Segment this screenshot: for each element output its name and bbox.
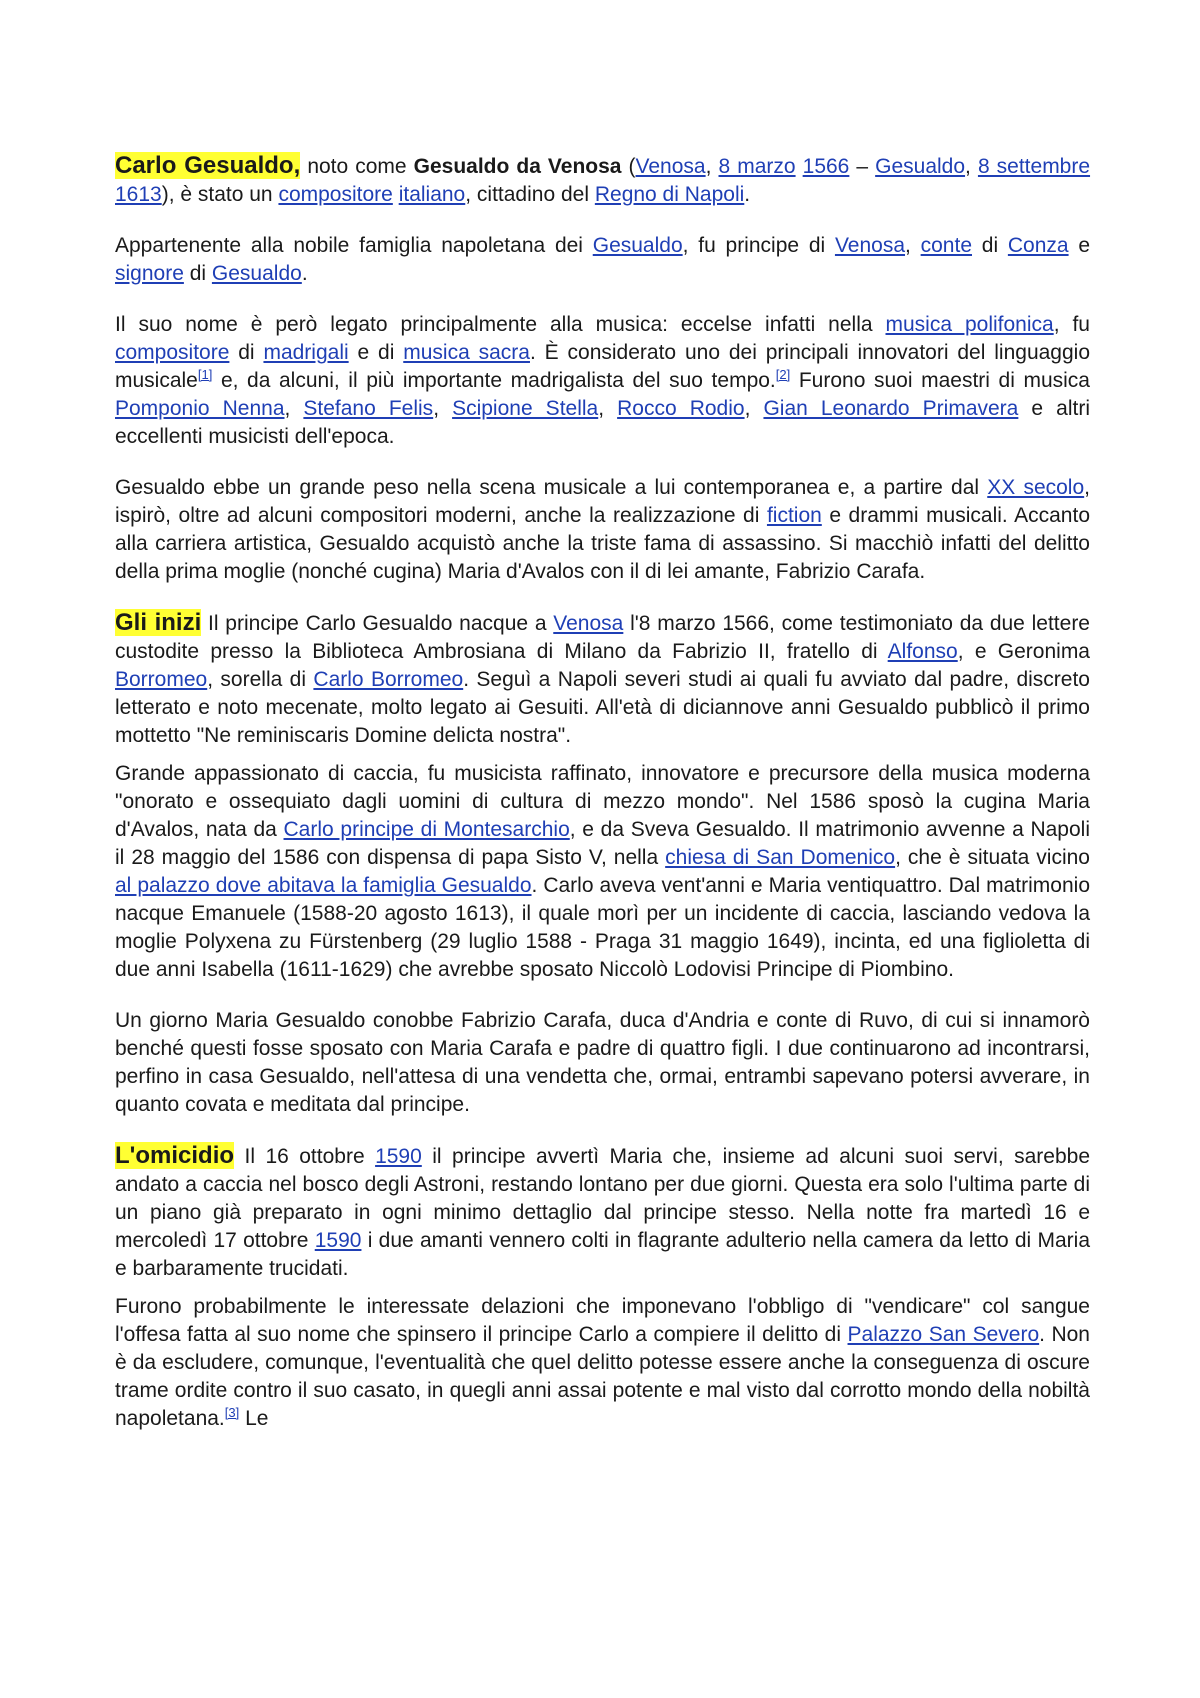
paragraph-motives bbox=[115, 1293, 1090, 1433]
text: , sorella di bbox=[207, 668, 314, 691]
text: – bbox=[849, 155, 876, 178]
text: , bbox=[598, 397, 618, 420]
text: , che è situata vicino bbox=[895, 846, 1090, 869]
paragraph-omicidio bbox=[115, 1142, 1090, 1283]
paragraph-family bbox=[115, 232, 1090, 288]
link-8-marzo[interactable]: 8 marzo bbox=[718, 155, 796, 178]
link-gesualdo-town[interactable]: Gesualdo bbox=[211, 262, 302, 285]
link-venosa[interactable]: Venosa bbox=[635, 155, 706, 178]
section-heading-gli-inizi: Gli inizi bbox=[115, 609, 202, 636]
text: Il principe Carlo Gesualdo nacque a bbox=[201, 612, 554, 635]
link-conza[interactable]: Conza bbox=[1007, 234, 1069, 257]
link-compositore[interactable]: compositore bbox=[278, 183, 393, 206]
link-1613[interactable]: 1613 bbox=[115, 183, 162, 206]
link-pomponio-nenna[interactable]: Pomponio Nenna bbox=[115, 397, 285, 420]
link-carlo-borromeo[interactable]: Carlo Borromeo bbox=[313, 668, 464, 691]
text: Il 16 ottobre bbox=[234, 1145, 376, 1168]
text: . bbox=[301, 262, 308, 285]
highlighted-title: Carlo Gesualdo, bbox=[115, 152, 301, 179]
text: il principe avvertì Maria che, insieme ad alcuni suoi servi, sarebbe andato a caccia nel bosco degli Astroni, restando lontano per due giorni. Questa era solo l'ultima parte di un piano già preparato in ogni minimo dettaglio dal principe stesso. Nella notte fra martedì 16 e mercoledì 17 ottobre bbox=[115, 1145, 1090, 1252]
text: e altri eccellenti musicisti dell'epoca. bbox=[115, 397, 1090, 448]
link-palazzo-san-severo[interactable]: Palazzo San Severo bbox=[847, 1323, 1040, 1346]
text: Un giorno Maria Gesualdo conobbe Fabrizio Carafa, duca d'Andria e conte di Ruvo, di cui si innamorò benché questi fosse sposato con Maria Carafa e padre di quattro figli. I due continuarono ad incontrarsi, perfino in casa Gesualdo, nell'attesa di una vendetta che, ormai, entrambi sapevano potersi avverare, in quanto covata e meditata dal principe. bbox=[115, 1009, 1090, 1116]
text: . Carlo aveva vent'anni e Maria ventiquattro. Dal matrimonio nacque Emanuele (1588-20 agosto 1613), il quale morì per un incidente di caccia, lasciando vedova la moglie Polyxena zu Fürstenberg (29 luglio 1588 - Praga 31 maggio 1649), incinta, ed una figlioletta di due anni Isabella (1611-1629) che avrebbe sposato Niccolò Lodovisi Principe di Piombino. bbox=[115, 874, 1090, 981]
link-rocco-rodio[interactable]: Rocco Rodio bbox=[617, 397, 745, 420]
text: , bbox=[905, 234, 921, 257]
link-signore[interactable]: signore bbox=[115, 262, 184, 285]
text: , cittadino del bbox=[465, 183, 595, 206]
text: , ispirò, oltre ad alcuni compositori moderni, anche la realizzazione di bbox=[115, 476, 1090, 527]
link-xx-secolo[interactable]: XX secolo bbox=[987, 476, 1085, 499]
paragraph-music bbox=[115, 311, 1090, 451]
link-chiesa-di-san-domenico[interactable]: chiesa di San Domenico bbox=[665, 846, 896, 869]
text: di bbox=[972, 234, 1008, 257]
text: , bbox=[705, 155, 719, 178]
link-1566[interactable]: 1566 bbox=[802, 155, 850, 178]
text: e bbox=[1068, 234, 1091, 257]
paragraph-influence bbox=[115, 474, 1090, 586]
link-venosa[interactable]: Venosa bbox=[834, 234, 906, 257]
link-palazzo-famiglia-gesualdo[interactable]: al palazzo dove abitava la famiglia Gesualdo bbox=[115, 874, 532, 897]
text: Furono suoi maestri di musica bbox=[790, 369, 1090, 392]
footnote-ref-1[interactable]: [1] bbox=[197, 367, 213, 382]
text: . Seguì a Napoli severi studi ai quali fu avviato dal padre, discreto letterato e noto mecenate, molto legato ai Gesuiti. All'età di diciannove anni Gesualdo pubblicò il primo mottetto "Ne reminiscaris Domine delicta nostra". bbox=[115, 668, 1090, 747]
link-1590[interactable]: 1590 bbox=[314, 1229, 362, 1252]
link-gesualdo-family[interactable]: Gesualdo bbox=[592, 234, 683, 257]
text: Le bbox=[239, 1407, 269, 1430]
text: , bbox=[433, 397, 453, 420]
text: , bbox=[284, 397, 304, 420]
link-regno-di-napoli[interactable]: Regno di Napoli bbox=[594, 183, 745, 206]
link-stefano-felis[interactable]: Stefano Felis bbox=[303, 397, 434, 420]
text: i due amanti vennero colti in flagrante adulterio nella camera da letto di Maria e barbaramente trucidati. bbox=[115, 1229, 1090, 1280]
text: e, da alcuni, il più importante madrigalista del suo tempo. bbox=[212, 369, 776, 392]
link-madrigali[interactable]: madrigali bbox=[263, 341, 349, 364]
link-musica-sacra[interactable]: musica sacra bbox=[403, 341, 530, 364]
paragraph-gli-inizi bbox=[115, 609, 1090, 750]
link-1590[interactable]: 1590 bbox=[375, 1145, 422, 1168]
link-italiano[interactable]: italiano bbox=[398, 183, 466, 206]
link-borromeo[interactable]: Borromeo bbox=[115, 668, 208, 691]
text: l'8 marzo 1566, come testimoniato da due lettere custodite presso la Biblioteca Ambrosiana di Milano da Fabrizio II, fratello di bbox=[115, 612, 1090, 663]
text: , bbox=[744, 397, 764, 420]
paragraph-marriage bbox=[115, 760, 1090, 984]
text: Il suo nome è però legato principalmente alla musica: eccelse infatti nella bbox=[115, 313, 886, 336]
link-conte[interactable]: conte bbox=[920, 234, 972, 257]
text: ), è stato un bbox=[161, 183, 279, 206]
link-compositore[interactable]: compositore bbox=[115, 341, 230, 364]
text: di bbox=[183, 262, 212, 285]
text: e di bbox=[348, 341, 404, 364]
text: noto come bbox=[300, 155, 414, 178]
text: di bbox=[229, 341, 264, 364]
text: . È considerato uno dei principali innovatori del linguaggio musicale bbox=[115, 341, 1091, 392]
text: , bbox=[965, 155, 978, 178]
link-alfonso[interactable]: Alfonso bbox=[887, 640, 958, 663]
footnote-ref-2[interactable]: [2] bbox=[775, 367, 791, 382]
bold-text: Gesualdo da Venosa bbox=[413, 155, 622, 178]
link-fiction[interactable]: fiction bbox=[766, 504, 822, 527]
section-heading-omicidio: L'omicidio bbox=[115, 1142, 235, 1169]
footnote-ref-3[interactable]: [3] bbox=[224, 1405, 240, 1420]
text: ( bbox=[621, 155, 636, 178]
link-gesualdo[interactable]: Gesualdo bbox=[875, 155, 966, 178]
paragraph-affair bbox=[115, 1007, 1090, 1119]
text: . bbox=[744, 183, 751, 206]
link-venosa[interactable]: Venosa bbox=[553, 612, 624, 635]
text: e drammi musicali. Accanto alla carriera artistica, Gesualdo acquistò anche la triste fama di assassino. Si macchiò infatti del delitto della prima moglie (nonché cugina) Maria d'Avalos con il di lei amante, Fabrizio Carafa. bbox=[115, 504, 1090, 583]
text: , e da Sveva Gesualdo. Il matrimonio avvenne a Napoli il 28 maggio del 1586 con dispensa di papa Sisto V, nella bbox=[115, 818, 1090, 869]
text: , e Geronima bbox=[957, 640, 1090, 663]
link-musica-polifonica[interactable]: musica polifonica bbox=[885, 313, 1054, 336]
text: . Non è da escludere, comunque, l'eventualità che quel delitto potesse essere anche la conseguenza di oscure trame ordite contro il suo casato, in quegli anni assai potente e mal visto dal corrotto mondo della nobiltà napoletana. bbox=[115, 1323, 1090, 1430]
text: , fu bbox=[1053, 313, 1090, 336]
document-body bbox=[115, 152, 1090, 1456]
text: Gesualdo ebbe un grande peso nella scena musicale a lui contemporanea e, a partire dal bbox=[115, 476, 988, 499]
link-gian-leonardo-primavera[interactable]: Gian Leonardo Primavera bbox=[763, 397, 1019, 420]
link-carlo-principe-di-montesarchio[interactable]: Carlo principe di Montesarchio bbox=[283, 818, 570, 841]
paragraph-intro bbox=[115, 152, 1090, 209]
text: Grande appassionato di caccia, fu musicista raffinato, innovatore e precursore della musica moderna "onorato e ossequiato dagli uomini di cultura di mezzo mondo". Nel 1586 sposò la cugina Maria d'Avalos, nata da bbox=[115, 762, 1090, 841]
text bbox=[796, 155, 803, 178]
text: , fu principe di bbox=[682, 234, 835, 257]
link-8-settembre[interactable]: 8 settembre bbox=[977, 155, 1091, 178]
link-scipione-stella[interactable]: Scipione Stella bbox=[452, 397, 599, 420]
text: Furono probabilmente le interessate delazioni che imponevano l'obbligo di "vendicare" col sangue l'offesa fatta al suo nome che spinsero il principe Carlo a compiere il delitto di bbox=[115, 1295, 1090, 1346]
text: Appartenente alla nobile famiglia napoletana dei bbox=[115, 234, 593, 257]
